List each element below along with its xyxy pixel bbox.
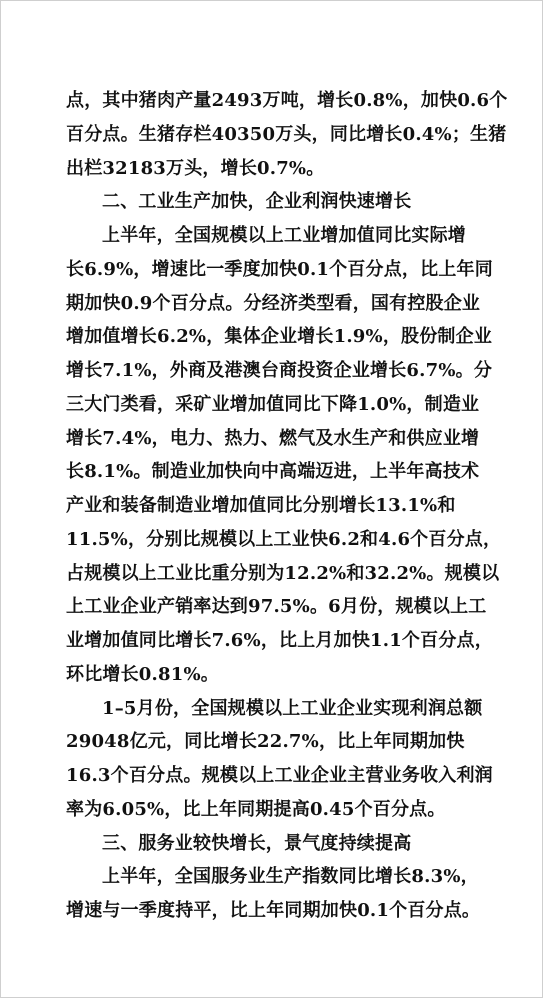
text-line: 16.3个百分点。规模以上工业企业主营业务收入利润 — [66, 765, 493, 786]
text-line: 增加值增长6.2%，集体企业增长1.9%，股份制企业 — [66, 326, 493, 347]
paragraph-first-line: 上半年，全国服务业生产指数同比增长8.3%， — [102, 866, 479, 887]
section-heading: 二、工业生产加快，企业利润快速增长 — [102, 191, 412, 212]
text-line: 率为6.05%，比上年同期提高0.45个百分点。 — [66, 799, 446, 820]
text-line: 业增加值同比增长7.6%，比上月加快1.1个百分点， — [66, 630, 493, 651]
text-line: 期加快0.9个百分点。分经济类型看，国有控股企业 — [66, 293, 481, 314]
text-line: 增长7.1%，外商及港澳台商投资企业增长6.7%。分 — [66, 360, 493, 381]
text-line: 29048亿元，同比增长22.7%，比上年同期加快 — [66, 731, 465, 752]
text-line: 产业和装备制造业增加值同比分别增长13.1%和 — [66, 495, 456, 516]
paragraph-first-line: 上半年，全国规模以上工业增加值同比实际增 — [102, 225, 466, 246]
text-line: 百分点。生猪存栏40350万头，同比增长0.4%；生猪 — [66, 124, 507, 145]
text-line: 长6.9%，增速比一季度加快0.1个百分点，比上年同 — [66, 259, 493, 280]
paragraph-first-line: 1–5月份，全国规模以上工业企业实现利润总额 — [102, 698, 483, 719]
text-line: 上工业企业产销率达到97.5%。6月份，规模以上工 — [66, 596, 487, 617]
text-line: 三大门类看，采矿业增加值同比下降1.0%，制造业 — [66, 394, 480, 415]
text-line: 出栏32183万头，增长0.7%。 — [66, 158, 325, 179]
text-line: 增速与一季度持平，比上年同期加快0.1个百分点。 — [66, 900, 481, 921]
text-line: 长8.1%。制造业加快向中高端迈进，上半年高技术 — [66, 461, 480, 482]
text-line: 点，其中猪肉产量2493万吨，增长0.8%，加快0.6个 — [66, 90, 508, 111]
text-line: 环比增长0.81%。 — [66, 664, 219, 685]
text-line: 11.5%，分别比规模以上工业快6.2和4.6个百分点， — [66, 529, 502, 550]
text-line: 占规模以上工业比重分别为12.2%和32.2%。规模以 — [66, 563, 500, 584]
text-line: 增长7.4%，电力、热力、燃气及水生产和供应业增 — [66, 428, 480, 449]
section-heading: 三、服务业较快增长，景气度持续提高 — [102, 833, 412, 854]
